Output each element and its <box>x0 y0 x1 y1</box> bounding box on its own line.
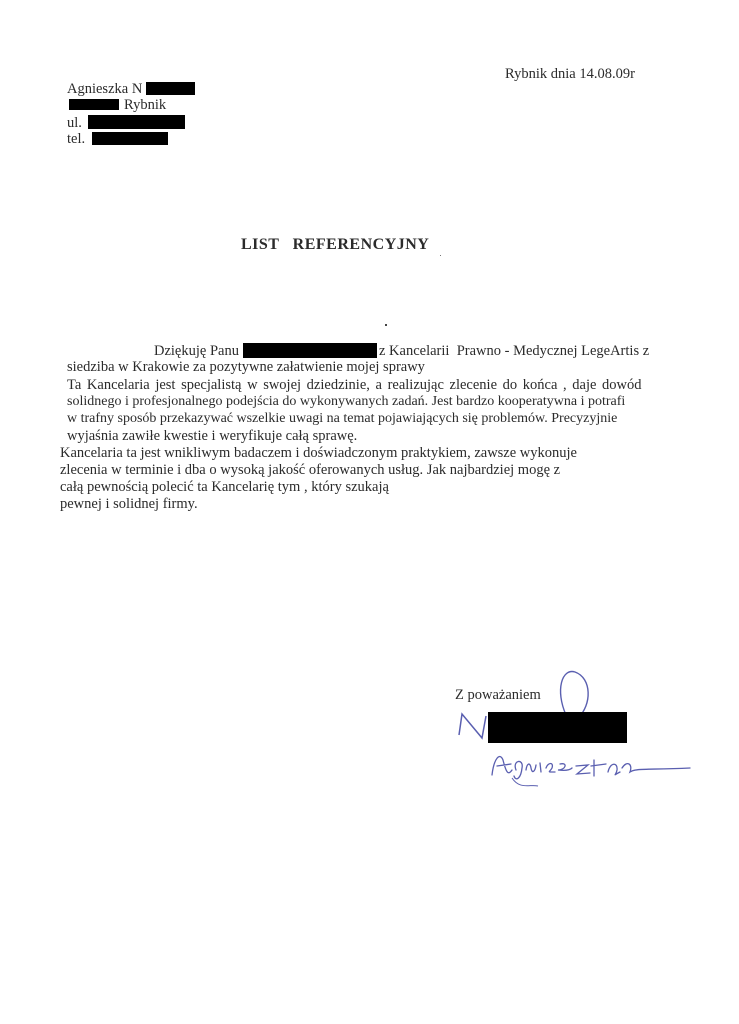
document-title: LIST REFERENCYJNY <box>241 236 430 253</box>
signature-name-stroke <box>492 756 690 778</box>
body-line-1a: Dziękuję Panu <box>154 343 239 359</box>
body-line-10: pewnej i solidnej firmy. <box>60 496 198 512</box>
sender-name: Agnieszka N <box>67 81 143 97</box>
body-line-3: Ta Kancelaria jest specjalistą w swojej dziedzinie, a realizując zlecenie do końca , daje dowód <box>67 377 642 393</box>
speck-1 <box>385 324 387 326</box>
body-line-7: Kancelaria ta jest wnikliwym badaczem i doświadczonym praktykiem, zawsze wykonuje <box>60 445 577 461</box>
speck-2 <box>440 255 441 256</box>
closing-salutation: Z poważaniem <box>455 687 541 703</box>
sender-street-label: ul. <box>67 115 82 131</box>
body-line-8: zlecenia w terminie i dba o wysoką jakość oferowanych usług. Jak najbardziej mogę z <box>60 462 561 478</box>
body-line-5: w trafny sposób przekazywać wszelkie uwagi na temat pojawiających się problemów. Precyzyjnie <box>67 411 618 426</box>
body-line-1b: z Kancelarii Prawno - Medycznej LegeArtis z <box>379 343 650 359</box>
body-line-2: siedziba w Krakowie za pozytywne załatwienie mojej sprawy <box>67 359 425 375</box>
redaction-signature-surname <box>488 712 627 743</box>
sender-phone-label: tel. <box>67 131 86 147</box>
sender-city: Rybnik <box>124 97 167 113</box>
place-date: Rybnik dnia 14.08.09r <box>505 66 635 82</box>
signature-n-stroke <box>459 714 486 738</box>
body-line-9: całą pewnością polecić ta Kancelarię tym , który szukają <box>60 479 389 495</box>
body-line-4: solidnego i profesjonalnego podejścia do wykonywanych zadań. Jest bardzo kooperatywna i potrafi <box>67 394 626 409</box>
body-line-6: wyjaśnia zawiłe kwestie i weryfikuje całą sprawę. <box>67 428 358 444</box>
